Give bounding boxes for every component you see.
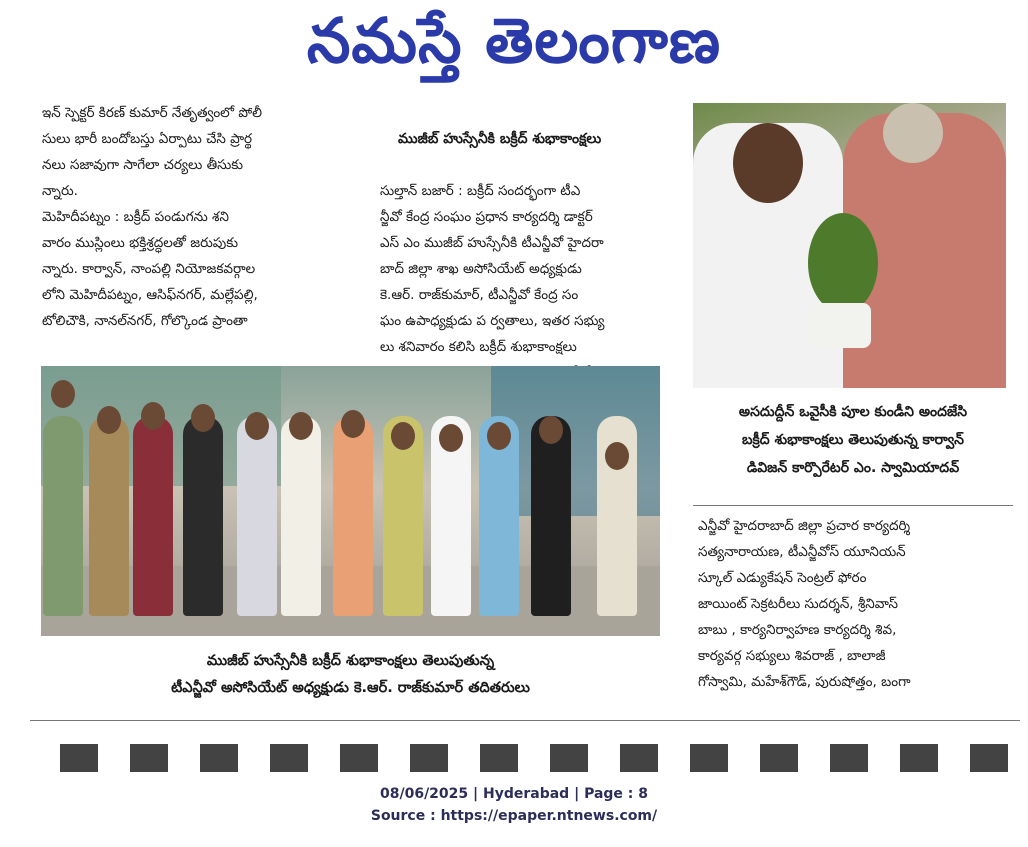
cropped-headline-glyphs	[60, 744, 1010, 772]
plant-gift-caption: అసదుద్దీన్ ఒవైసీకి పూల కుండీని అందజేసి బక్రీద్ శుభాకాంక్షలు తెలుపుతున్న కార్వాన్ డివిజన్ కార్పొరేటర్ ఎం. స్వామియాదవ్	[738, 404, 968, 476]
newspaper-title: నమస్తే తెలంగాణ	[306, 4, 722, 77]
plant-gift-photo	[693, 103, 1006, 388]
footer-source-line[interactable]: Source : https://epaper.ntnews.com/	[370, 808, 658, 824]
group-photo-caption: ముజీబ్ హుస్సేనీకి బక్రీద్ శుభాకాంక్షలు తెలుపుతున్న టీఎన్జీవో అసోసియేట్ అధ్యక్షుడు కె.ఆర్. రాజ్‌కుమార్ తదితరులు	[171, 653, 530, 696]
masthead	[0, 0, 1028, 92]
article-column-3: ఎన్జీవో హైదరాబాద్ జిల్లా ప్రచార కార్యదర్శి సత్యనారాయణ, టీఎన్జీవోస్ యూనియన్ స్కూల్ ఎడ్యుకేషన్ సెంట్రల్ ఫోరం జాయింట్ సెక్రటరీలు సుదర్శన్, శ్రీనివాస్ బాబు , కార్యనిర్వాహణ కార్యదర్శి శివ, కార్యవర్గ సభ్యులు శివరాజ్ , బాలాజీ గోస్వామి, మహేశ్‌గౌడ్, పురుషోత్తం, బంగా	[698, 518, 911, 690]
cropped-headline-strip	[0, 722, 1028, 770]
article-body: సుల్తాన్ బజార్ : బక్రీద్ సందర్భంగా టీఎ న్జీవో కేంద్ర సంఘం ప్రధాన కార్యదర్శి డాక్టర్ ఎస్ ఎం ముజీబ్ హుస్సేనీకి టీఎన్జీవో హైదరా బాద్ జిల్లా శాఖ అసోసియేట్ అధ్యక్షుడు కె.ఆర్. రాజ్‌కుమార్, టీఎన్జీవో కేంద్ర సం ఘం ఉపాధ్యక్షుడు ప ర్వతాలు, ఇతర సభ్యు లు శనివారం కలిసి బక్రీద్ శుభాకాంక్షలు	[380, 183, 605, 355]
footer-date-line: 08/06/2025 | Hyderabad | Page : 8	[379, 786, 649, 802]
group-photo	[41, 366, 660, 636]
article-heading: ముజీబ్ హుస్సేనీకి బక్రీద్ శుభాకాంక్షలు	[398, 131, 602, 147]
divider-main	[30, 720, 1020, 721]
divider-caption	[693, 505, 1013, 506]
article-column-1: ఇన్ స్పెక్టర్ కిరణ్ కుమార్ నేతృత్వంలో పోలీ సులు భారీ బందోబస్తు ఏర్పాటు చేసి ప్రార్థ నలు సజావుగా సాగేలా చర్యలు తీసుకు న్నారు. మెహిదీపట్నం : బక్రీద్ పండుగను శని వారం ముస్లింలు భక్తిశ్రద్ధలతో జరుపుకు న్నారు. కార్వాన్, నాంపల్లి నియోజకవర్గాల లోని మెహిదీపట్నం, ఆసిఫ్‌నగర్, మల్లేపల్లి, టోలిచౌకి, నానల్‌నగర్, గోల్కొండ ప్రాంతా	[42, 105, 262, 329]
